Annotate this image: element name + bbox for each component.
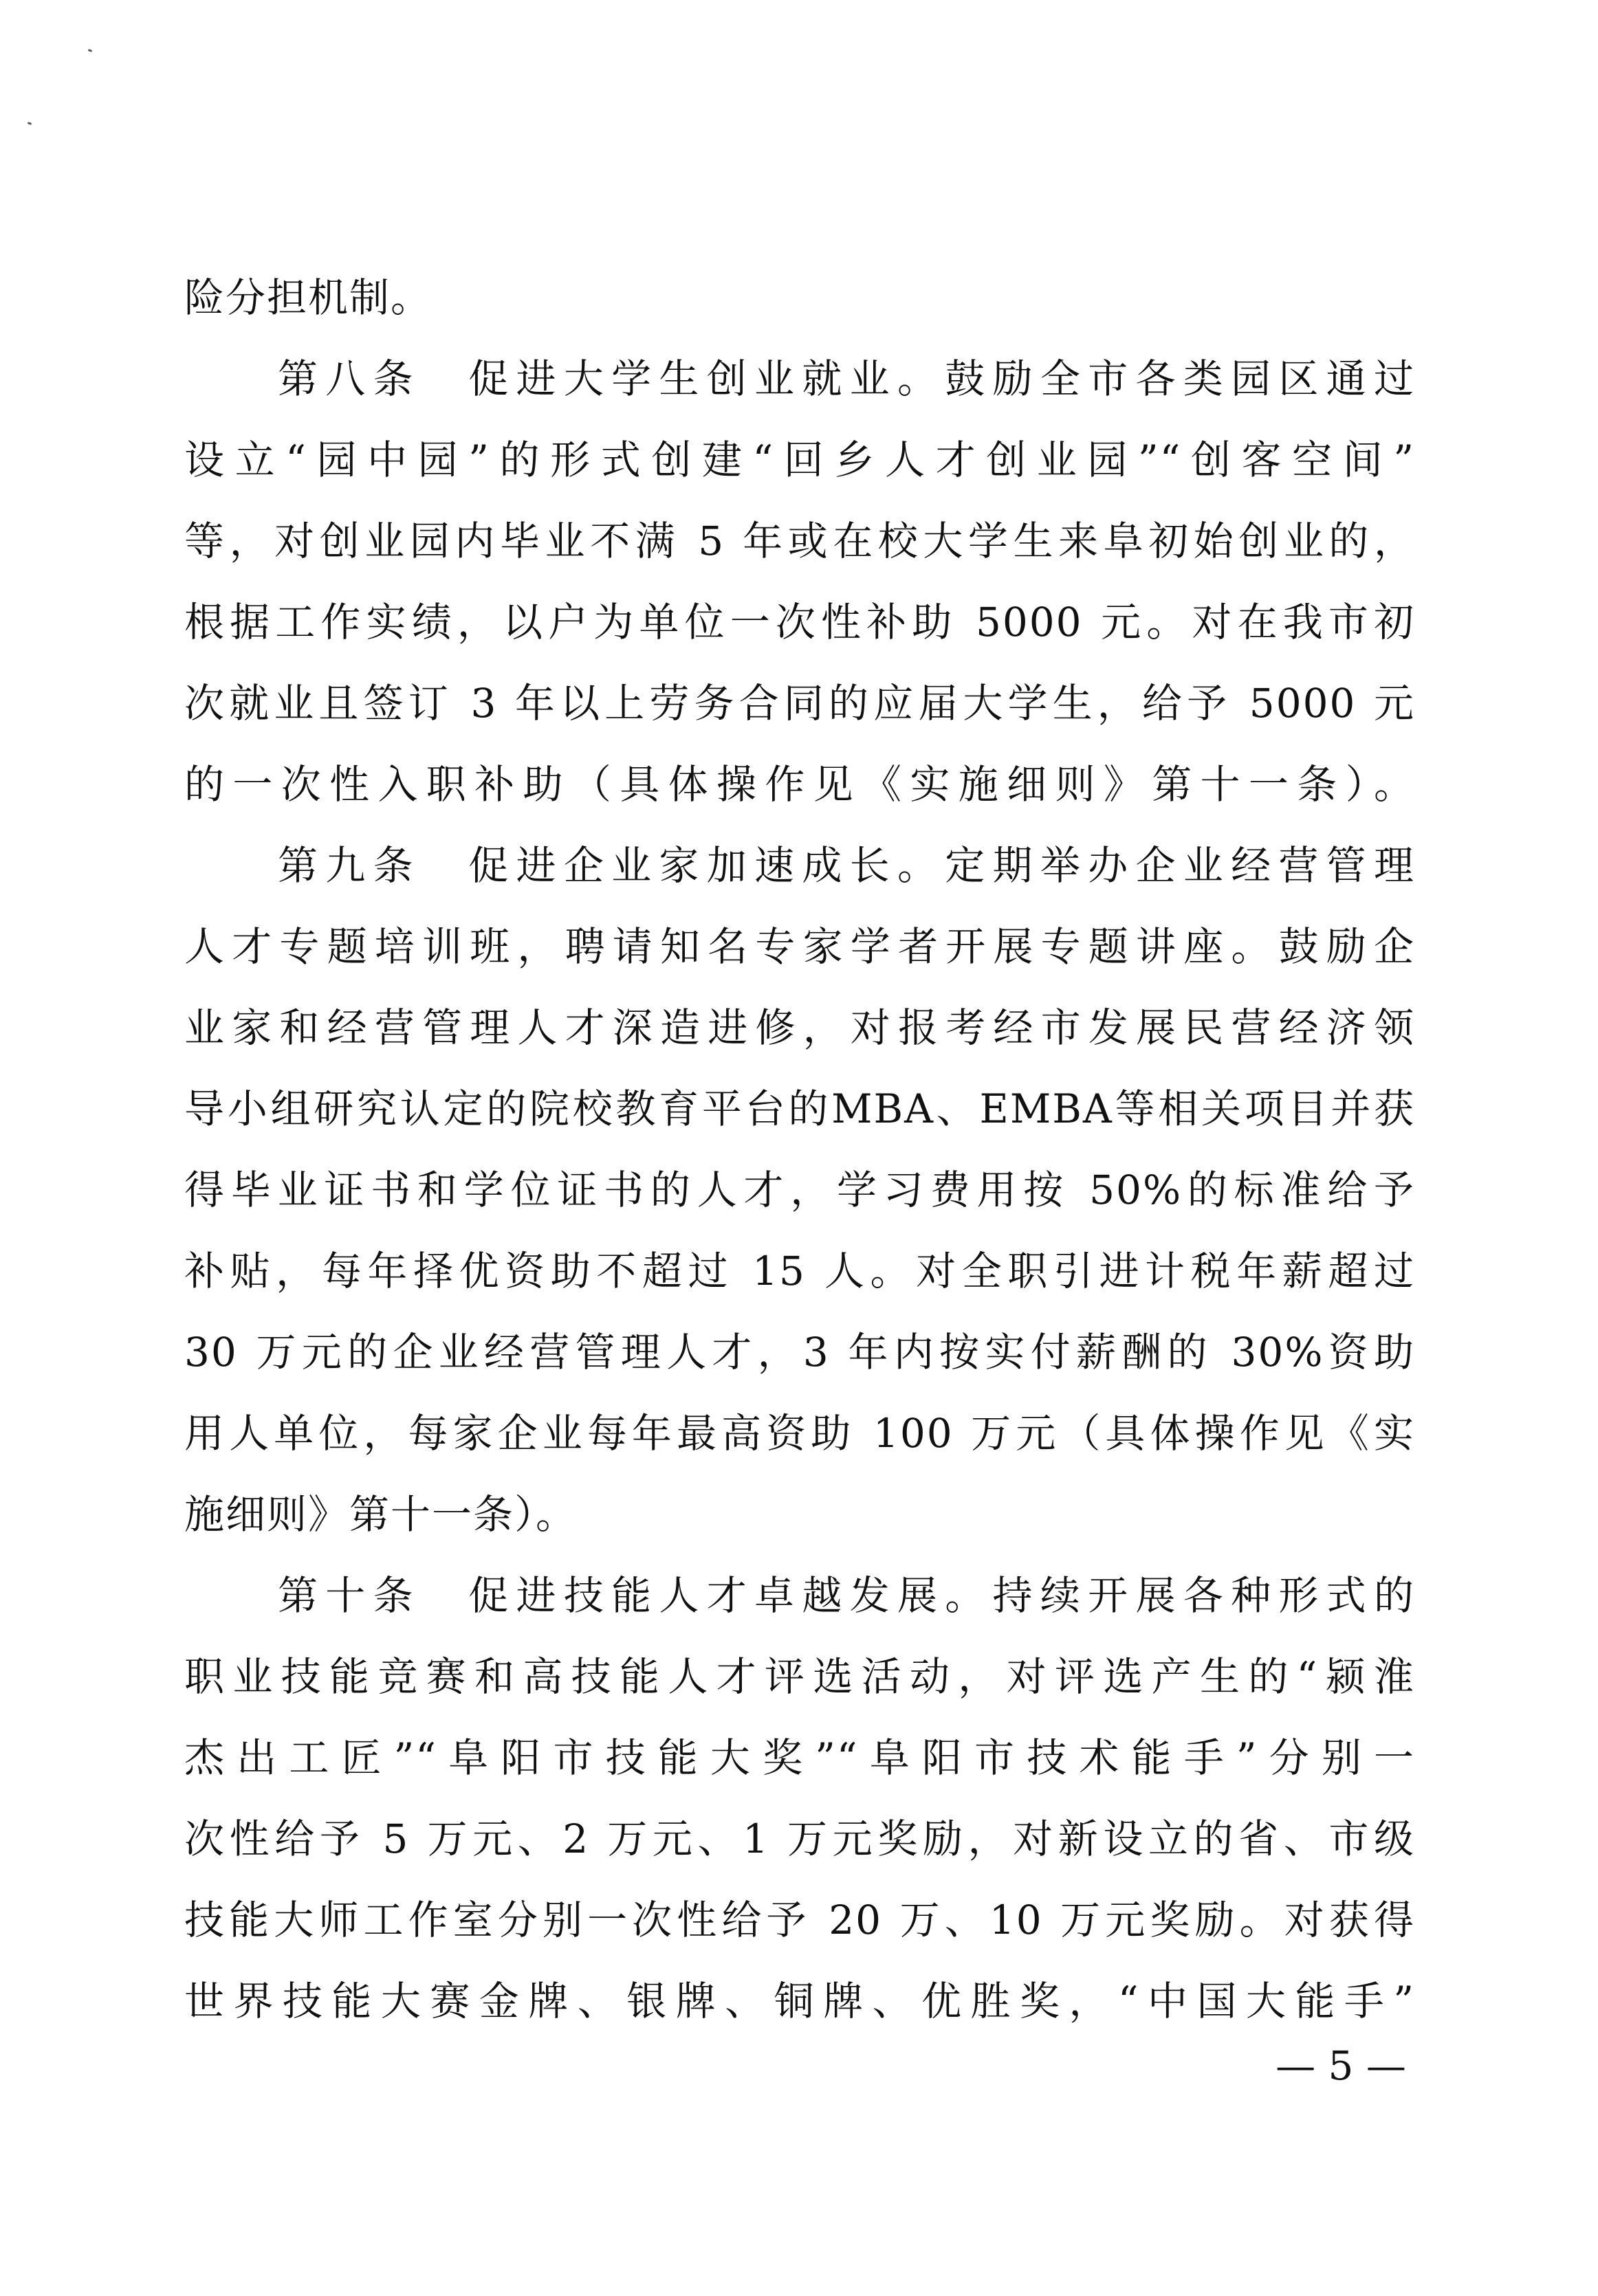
text-line-20: 次性给予 5 万元、2 万元、1 万元奖励，对新设立的省、市级 — [184, 1815, 1415, 1862]
scan-speck — [88, 49, 93, 52]
text-line-4: 等，对创业园内毕业不满 5 年或在校大学生来阜初始创业的， — [184, 518, 1415, 564]
text-line-1: 险分担机制。 — [184, 274, 433, 321]
text-line-3: 设立“园中园”的形式创建“回乡人才创业园”“创客空间” — [184, 437, 1415, 483]
text-line-19: 杰出工匠”“阜阳市技能大奖”“阜阳市技术能手”分别一 — [184, 1734, 1415, 1781]
text-line-15: 用人单位，每家企业每年最高资助 100 万元（具体操作见《实 — [184, 1410, 1415, 1457]
text-line-7: 的一次性入职补助（具体操作见《实施细则》第十一条）。 — [184, 761, 1415, 808]
text-line-8: 第九条 促进企业家加速成长。定期举办企业经营管理 — [278, 842, 1415, 889]
text-line-12: 得毕业证书和学位证书的人才，学习费用按 50%的标准给予 — [184, 1167, 1415, 1213]
text-line-5: 根据工作实绩，以户为单位一次性补助 5000 元。对在我市初 — [184, 599, 1415, 645]
text-line-13: 补贴，每年择优资助不超过 15 人。对全职引进计税年薪超过 — [184, 1248, 1415, 1294]
text-line-16: 施细则》第十一条）。 — [184, 1491, 578, 1538]
page-number: — 5 — — [1276, 2042, 1406, 2089]
text-line-11: 导小组研究认定的院校教育平台的MBA、EMBA等相关项目并获 — [184, 1085, 1415, 1132]
text-line-9: 人才专题培训班，聘请知名专家学者开展专题讲座。鼓励企 — [184, 923, 1415, 970]
text-line-22: 世界技能大赛金牌、银牌、铜牌、优胜奖，“中国大能手” — [184, 1978, 1415, 2024]
text-line-10: 业家和经营管理人才深造进修，对报考经市发展民营经济领 — [184, 1004, 1415, 1051]
scan-speck — [28, 122, 32, 125]
text-line-6: 次就业且签订 3 年以上劳务合同的应届大学生，给予 5000 元 — [184, 680, 1415, 727]
text-line-2: 第八条 促进大学生创业就业。鼓励全市各类园区通过 — [278, 355, 1415, 402]
text-line-21: 技能大师工作室分别一次性给予 20 万、10 万元奖励。对获得 — [184, 1897, 1415, 1943]
text-line-14: 30 万元的企业经营管理人才，3 年内按实付薪酬的 30%资助 — [184, 1329, 1415, 1376]
text-line-18: 职业技能竞赛和高技能人才评选活动，对评选产生的“颍淮 — [184, 1653, 1415, 1700]
text-line-17: 第十条 促进技能人才卓越发展。持续开展各种形式的 — [278, 1572, 1415, 1619]
